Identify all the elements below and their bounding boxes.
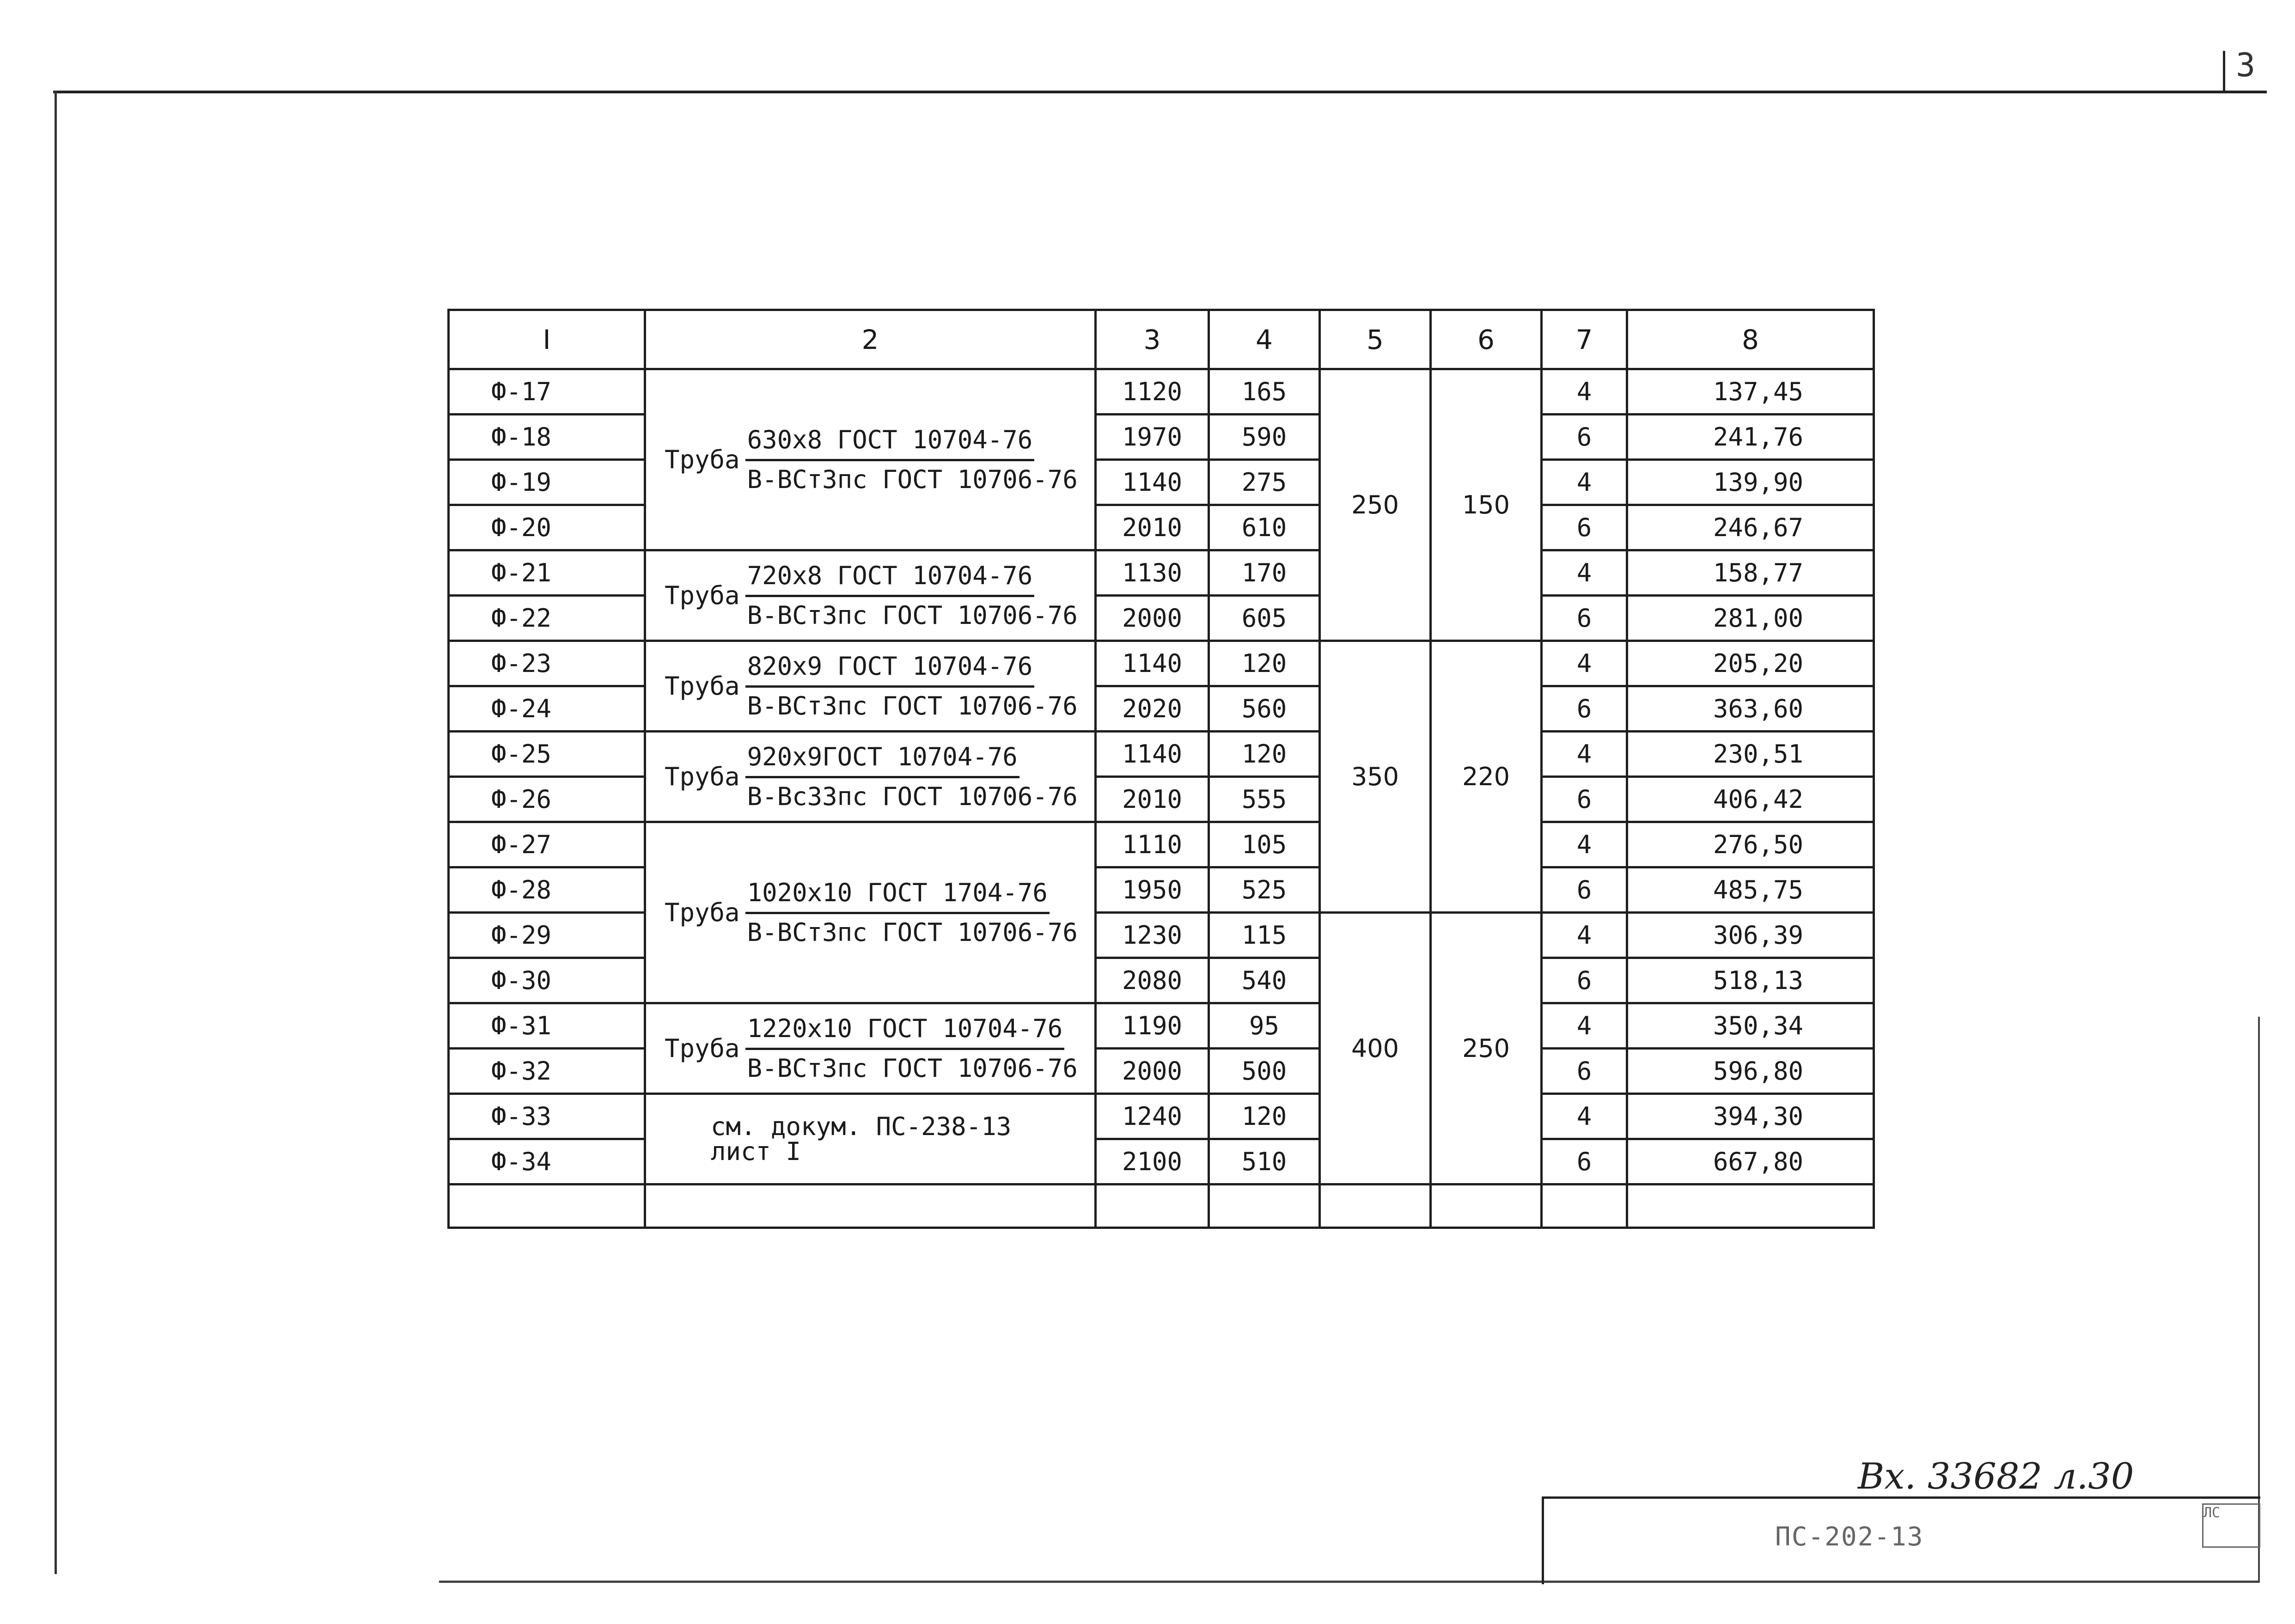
pipe-description [646,1014,1094,1083]
pipe-material-standard: В-ВСт3пс ГОСТ 10706-76 [747,465,1078,494]
pipe-description [646,742,1094,811]
pipe-word: Труба [665,1034,740,1063]
part-mark: Ф-29 [449,913,645,958]
value-col-4: 275 [1209,460,1320,505]
value-col-8: 139,90 [1627,460,1874,505]
value-col-7: 4 [1542,1094,1627,1139]
part-mark: Ф-33 [449,1094,645,1139]
description-cell [645,822,1096,1003]
column-header-7: 7 [1542,310,1627,369]
empty-cell [645,1184,1096,1228]
pipe-word: Труба [665,581,740,610]
column-header-8: 8 [1627,310,1874,369]
value-col-8: 281,00 [1627,596,1874,641]
value-col-8: 350,34 [1627,1003,1874,1049]
empty-cell [449,1184,645,1228]
value-col-4: 510 [1209,1139,1320,1184]
value-col-7: 4 [1542,460,1627,505]
frame-right-line [2258,1017,2260,1581]
part-mark: Ф-21 [449,550,645,596]
table-row [449,1094,1874,1139]
page-number: 3 [2236,46,2256,84]
value-col-8: 241,76 [1627,415,1874,460]
pipe-size-standard: 630х8 ГОСТ 10704-76 [745,425,1035,461]
value-col-3: 2000 [1096,1049,1209,1094]
column-header-6: 6 [1431,310,1542,369]
value-col-4: 115 [1209,913,1320,958]
part-mark: Ф-20 [449,505,645,550]
column-header-3: 3 [1096,310,1209,369]
pipe-description [646,652,1094,720]
empty-cell [1542,1184,1627,1228]
reference-line-1: см. докум. ПС-238-13 [711,1111,1012,1141]
value-col-4: 560 [1209,686,1320,732]
part-mark: Ф-24 [449,686,645,732]
value-col-3: 1190 [1096,1003,1209,1049]
pipe-size-standard: 820х9 ГОСТ 10704-76 [745,652,1035,688]
empty-cell [1209,1184,1320,1228]
pipe-size-standard: 920х9ГОСТ 10704-76 [745,742,1019,778]
value-col-4: 120 [1209,641,1320,686]
part-mark: Ф-17 [449,369,645,415]
table-row [449,1003,1874,1049]
value-col-8: 137,45 [1627,369,1874,415]
value-col-3: 2010 [1096,777,1209,822]
table-header-row [449,310,1874,369]
pipe-size-standard: 720х8 ГОСТ 10704-76 [745,561,1035,597]
value-col-3: 1130 [1096,550,1209,596]
pipe-description [646,425,1094,494]
column-header-4: 4 [1209,310,1320,369]
document-reference [646,1111,1094,1166]
pipe-spec [745,425,1080,494]
part-mark: Ф-32 [449,1049,645,1094]
description-cell [645,641,1096,732]
value-col-3: 2100 [1096,1139,1209,1184]
pipe-material-standard: В-ВСт3пс ГОСТ 10706-76 [747,918,1078,947]
inventory-note: Вх. 33682 л.30 [1858,1456,2134,1497]
part-mark: Ф-31 [449,1003,645,1049]
value-col-4: 590 [1209,415,1320,460]
description-cell [645,732,1096,822]
value-col-7: 4 [1542,913,1627,958]
value-col-8: 246,67 [1627,505,1874,550]
pipe-description [646,878,1094,947]
value-col-4: 120 [1209,732,1320,777]
value-col-3: 1110 [1096,822,1209,867]
empty-cell [1627,1184,1874,1228]
title-block-mini-cell [2202,1503,2260,1548]
value-col-3: 1120 [1096,369,1209,415]
value-col-8: 276,50 [1627,822,1874,867]
value-col-3: 2010 [1096,505,1209,550]
column-header-1: I [449,310,645,369]
value-col-7: 4 [1542,641,1627,686]
column-header-2: 2 [645,310,1096,369]
pipe-material-standard: В-ВСт3пс ГОСТ 10706-76 [747,691,1078,720]
part-mark: Ф-22 [449,596,645,641]
value-col-8: 306,39 [1627,913,1874,958]
value-col-7: 4 [1542,369,1627,415]
title-block [1542,1496,2260,1584]
pipe-spec [745,878,1080,947]
value-col-4: 170 [1209,550,1320,596]
value-col-4: 500 [1209,1049,1320,1094]
description-cell [645,1003,1096,1094]
table-row [449,822,1874,867]
value-col-8: 158,77 [1627,550,1874,596]
pipe-material-standard: В-ВСт3пс ГОСТ 10706-76 [747,1054,1078,1083]
value-col-3: 1240 [1096,1094,1209,1139]
value-col-6: 220 [1431,641,1542,913]
value-col-3: 1950 [1096,867,1209,913]
part-mark: Ф-23 [449,641,645,686]
empty-row [449,1184,1874,1228]
value-col-7: 6 [1542,686,1627,732]
value-col-6: 150 [1431,369,1542,641]
pipe-spec [745,742,1080,811]
value-col-8: 518,13 [1627,958,1874,1003]
value-col-3: 1970 [1096,415,1209,460]
frame-left-line [55,91,57,1574]
value-col-3: 1230 [1096,913,1209,958]
value-col-5: 350 [1320,641,1431,913]
table-row [449,641,1874,686]
value-col-7: 6 [1542,777,1627,822]
value-col-5: 250 [1320,369,1431,641]
value-col-3: 1140 [1096,460,1209,505]
value-col-6: 250 [1431,913,1542,1184]
value-col-7: 6 [1542,958,1627,1003]
description-cell [645,1094,1096,1184]
frame-top-line [53,91,2267,93]
value-col-7: 6 [1542,415,1627,460]
part-mark: Ф-28 [449,867,645,913]
value-col-3: 1140 [1096,732,1209,777]
pipe-spec [745,561,1080,630]
specification-table [447,309,1875,1229]
pipe-description [646,561,1094,630]
column-header-5: 5 [1320,310,1431,369]
value-col-7: 4 [1542,822,1627,867]
table-row [449,732,1874,777]
value-col-8: 485,75 [1627,867,1874,913]
value-col-5: 400 [1320,913,1431,1184]
value-col-4: 610 [1209,505,1320,550]
pipe-word: Труба [665,898,740,927]
part-mark: Ф-25 [449,732,645,777]
pipe-word: Труба [665,762,740,791]
reference-line-2: лист I [711,1136,801,1166]
stamp-mark: ЛС [2203,1505,2221,1521]
pipe-size-standard: 1020х10 ГОСТ 1704-76 [745,878,1050,914]
value-col-7: 6 [1542,596,1627,641]
value-col-8: 205,20 [1627,641,1874,686]
value-col-7: 6 [1542,867,1627,913]
pipe-material-standard: В-ВсЗ3пс ГОСТ 10706-76 [747,782,1078,811]
pipe-size-standard: 1220х10 ГОСТ 10704-76 [745,1014,1065,1050]
part-mark: Ф-26 [449,777,645,822]
pipe-material-standard: В-ВСт3пс ГОСТ 10706-76 [747,601,1078,630]
value-col-7: 4 [1542,1003,1627,1049]
empty-cell [1431,1184,1542,1228]
value-col-3: 2080 [1096,958,1209,1003]
table-row [449,369,1874,415]
part-mark: Ф-30 [449,958,645,1003]
value-col-4: 105 [1209,822,1320,867]
frame-right-mark [2223,51,2225,92]
part-mark: Ф-19 [449,460,645,505]
part-mark: Ф-18 [449,415,645,460]
value-col-4: 555 [1209,777,1320,822]
table-row [449,550,1874,596]
value-col-3: 1140 [1096,641,1209,686]
value-col-7: 6 [1542,505,1627,550]
value-col-3: 2000 [1096,596,1209,641]
pipe-word: Труба [665,445,740,474]
value-col-8: 363,60 [1627,686,1874,732]
empty-cell [1096,1184,1209,1228]
value-col-7: 6 [1542,1139,1627,1184]
part-mark: Ф-27 [449,822,645,867]
description-cell [645,550,1096,641]
value-col-4: 605 [1209,596,1320,641]
value-col-7: 6 [1542,1049,1627,1094]
pipe-spec [745,1014,1080,1083]
value-col-4: 540 [1209,958,1320,1003]
value-col-4: 165 [1209,369,1320,415]
value-col-8: 596,80 [1627,1049,1874,1094]
document-code: ПС-202-13 [1775,1522,1924,1552]
value-col-8: 230,51 [1627,732,1874,777]
empty-cell [1320,1184,1431,1228]
part-mark: Ф-34 [449,1139,645,1184]
value-col-4: 525 [1209,867,1320,913]
pipe-word: Труба [665,672,740,701]
value-col-8: 394,30 [1627,1094,1874,1139]
value-col-7: 4 [1542,550,1627,596]
value-col-3: 2020 [1096,686,1209,732]
description-cell [645,369,1096,550]
value-col-4: 95 [1209,1003,1320,1049]
value-col-8: 406,42 [1627,777,1874,822]
value-col-8: 667,80 [1627,1139,1874,1184]
value-col-7: 4 [1542,732,1627,777]
pipe-spec [745,652,1080,720]
value-col-4: 120 [1209,1094,1320,1139]
